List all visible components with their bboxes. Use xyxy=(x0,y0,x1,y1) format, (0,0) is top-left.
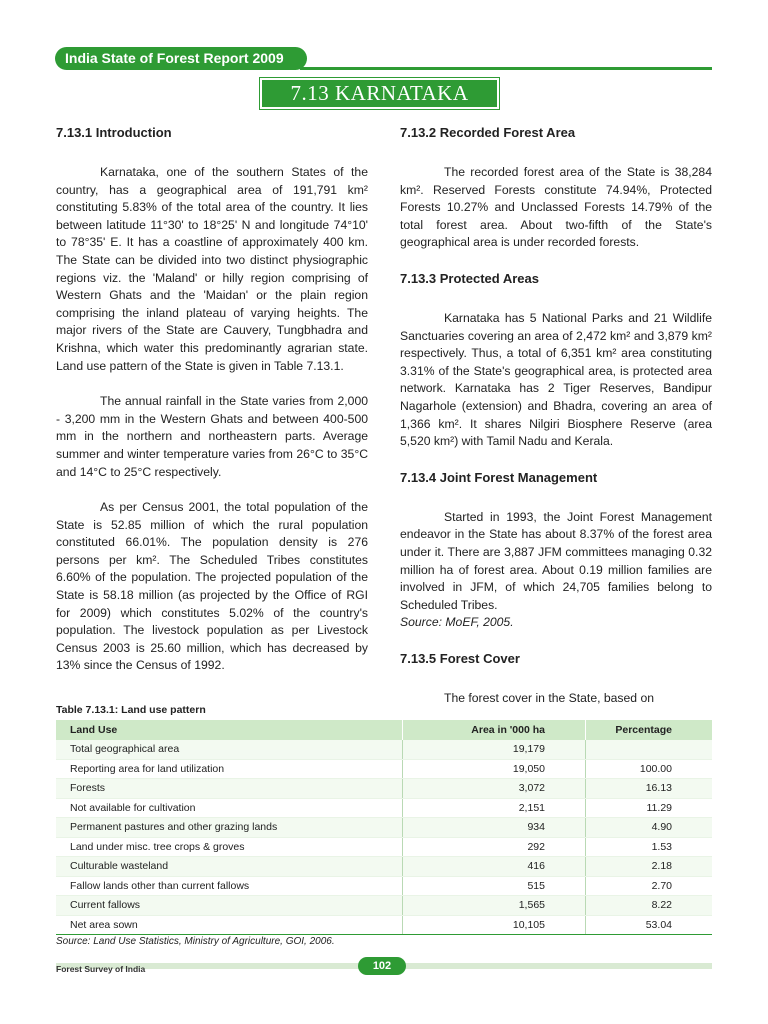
cell-area: 19,179 xyxy=(403,740,586,759)
protected-areas-paragraph: Karnataka has 5 National Parks and 21 Wildlife Sanctuaries covering an area of 2,472 km² and 3,879 km² respectively. Thus, a total of 6,351 km² area constituting 3.31% of the State's geographical area, is protected area network. Karnataka has 2 Tiger Reserves, Bandipur Nagarhole (extension) and Bhadra, covering an area of 1,366 km². It shares Nilgiri Biosphere Reserve (area 5,520 km²) with Tamil Nadu and Kerala. xyxy=(400,310,712,449)
cell-land-use: Fallow lands other than current fallows xyxy=(56,876,403,896)
cell-land-use: Forests xyxy=(56,779,403,799)
table-source: Source: Land Use Statistics, Ministry of Agriculture, GOI, 2006. xyxy=(56,936,335,947)
cell-area: 2,151 xyxy=(403,798,586,818)
page-number: 102 xyxy=(358,957,406,975)
col-header-area: Area in '000 ha xyxy=(403,720,586,740)
table-row xyxy=(56,857,712,877)
table-row xyxy=(56,896,712,916)
forest-cover-paragraph: The forest cover in the State, based on xyxy=(444,690,655,705)
table-row xyxy=(56,876,712,896)
jfm-heading: 7.13.4 Joint Forest Management xyxy=(400,469,598,485)
intro-paragraph-2: The annual rainfall in the State varies from 2,000 - 3,200 mm in the Western Ghats and between 400-500 mm in the northern and northeastern parts. Average summer and winter temperature varies from 26°C to 35°C and 14°C to 25°C respectively. xyxy=(56,394,368,479)
cell-percentage: 1.53 xyxy=(586,837,713,857)
cell-area: 1,565 xyxy=(403,896,586,916)
col-header-percentage: Percentage xyxy=(586,720,713,740)
cell-percentage: 16.13 xyxy=(586,779,713,799)
cell-percentage: 11.29 xyxy=(586,798,713,818)
cell-land-use: Not available for cultivation xyxy=(56,798,403,818)
cell-percentage: 8.22 xyxy=(586,896,713,916)
cell-area: 10,105 xyxy=(403,915,586,935)
table-row xyxy=(56,915,712,935)
table-caption: Table 7.13.1: Land use pattern xyxy=(56,704,206,716)
table-row xyxy=(56,779,712,799)
left-column xyxy=(56,124,368,675)
cell-land-use: Culturable wasteland xyxy=(56,857,403,877)
right-column xyxy=(400,124,712,707)
cell-land-use: Land under misc. tree crops & groves xyxy=(56,837,403,857)
recorded-forest-heading: 7.13.2 Recorded Forest Area xyxy=(400,125,576,140)
cell-land-use: Current fallows xyxy=(56,896,403,916)
cell-percentage: 2.18 xyxy=(586,857,713,877)
intro-paragraph-3: As per Census 2001, the total population of the State is 52.85 million of which the rural population constituted 66.01%. The population density is 276 persons per km². The Scheduled Tribes constitutes 6.60% of the population. The projected population of the State is 58.18 million (as projected by the Office of RGI for 2009) which constitutes 5.02% of the country's population. The livestock population as per Livestock Census 2003 is 25.60 million, which has decreased by 13% since the Census of 1992. xyxy=(56,500,368,673)
cell-area: 292 xyxy=(403,837,586,857)
intro-paragraph-1: Karnataka, one of the southern States of the country, has a geographical area of 191,791 km² constituting 5.83% of the total area of the country. It lies between latitude 11°30' to 18°25' N and longitude 74°10' to 78°35' E. It has a coastline of approximately 400 km. The State can be divided into two distinct physiographic regions viz. the 'Maland' or hilly region comprising of Western Ghats and the 'Maidan' or the plain region comprising the inland plateau of varying heights. The major rivers of the State are Cauvery, Tungbhadra and Krishna, which water this predominantly agrarian state. Land use pattern of the State is given in Table 7.13.1. xyxy=(56,165,368,373)
cell-land-use: Permanent pastures and other grazing lands xyxy=(56,818,403,838)
footer-org: Forest Survey of India xyxy=(56,964,146,974)
table-row xyxy=(56,798,712,818)
cell-area: 19,050 xyxy=(403,759,586,779)
header-rule xyxy=(300,67,712,70)
cell-percentage: 100.00 xyxy=(586,759,713,779)
jfm-source: Source: MoEF, 2005. xyxy=(400,615,514,630)
table-row xyxy=(56,818,712,838)
land-use-table xyxy=(56,720,712,935)
cell-area: 416 xyxy=(403,857,586,877)
cell-area: 515 xyxy=(403,876,586,896)
cell-percentage: 2.70 xyxy=(586,876,713,896)
report-title-banner: India State of Forest Report 2009 xyxy=(55,47,307,70)
cell-area: 934 xyxy=(403,818,586,838)
cell-percentage: 53.04 xyxy=(586,915,713,935)
cell-percentage: 4.90 xyxy=(586,818,713,838)
forest-cover-heading: 7.13.5 Forest Cover xyxy=(400,650,520,666)
cell-percentage xyxy=(586,740,713,759)
table-row xyxy=(56,759,712,779)
cell-land-use: Reporting area for land utilization xyxy=(56,759,403,779)
cell-area: 3,072 xyxy=(403,779,586,799)
recorded-forest-paragraph: The recorded forest area of the State is 38,284 km². Reserved Forests constitute 74.94%, Protected Forests 10.27% and Unclassed Forests 14.79% of the total forest area. About two-fifth of the State's geographical area is under recorded forests. xyxy=(400,165,712,250)
col-header-land-use: Land Use xyxy=(56,720,403,740)
cell-land-use: Total geographical area xyxy=(56,740,403,759)
cell-land-use: Net area sown xyxy=(56,915,403,935)
section-title: 7.13 KARNATAKA xyxy=(262,80,497,107)
table-row xyxy=(56,837,712,857)
table-row xyxy=(56,740,712,759)
table-header-row xyxy=(56,720,712,740)
jfm-paragraph: Started in 1993, the Joint Forest Management endeavor in the State has about 8.37% of the forest area under it. There are 3,887 JFM committees managing 0.32 million ha of forest area. About 0.19 million families are involved in JFM, of which 24,705 families belong to Scheduled Tribes. xyxy=(400,509,712,612)
intro-heading: 7.13.1 Introduction xyxy=(56,125,172,140)
protected-areas-heading: 7.13.3 Protected Areas xyxy=(400,270,539,286)
